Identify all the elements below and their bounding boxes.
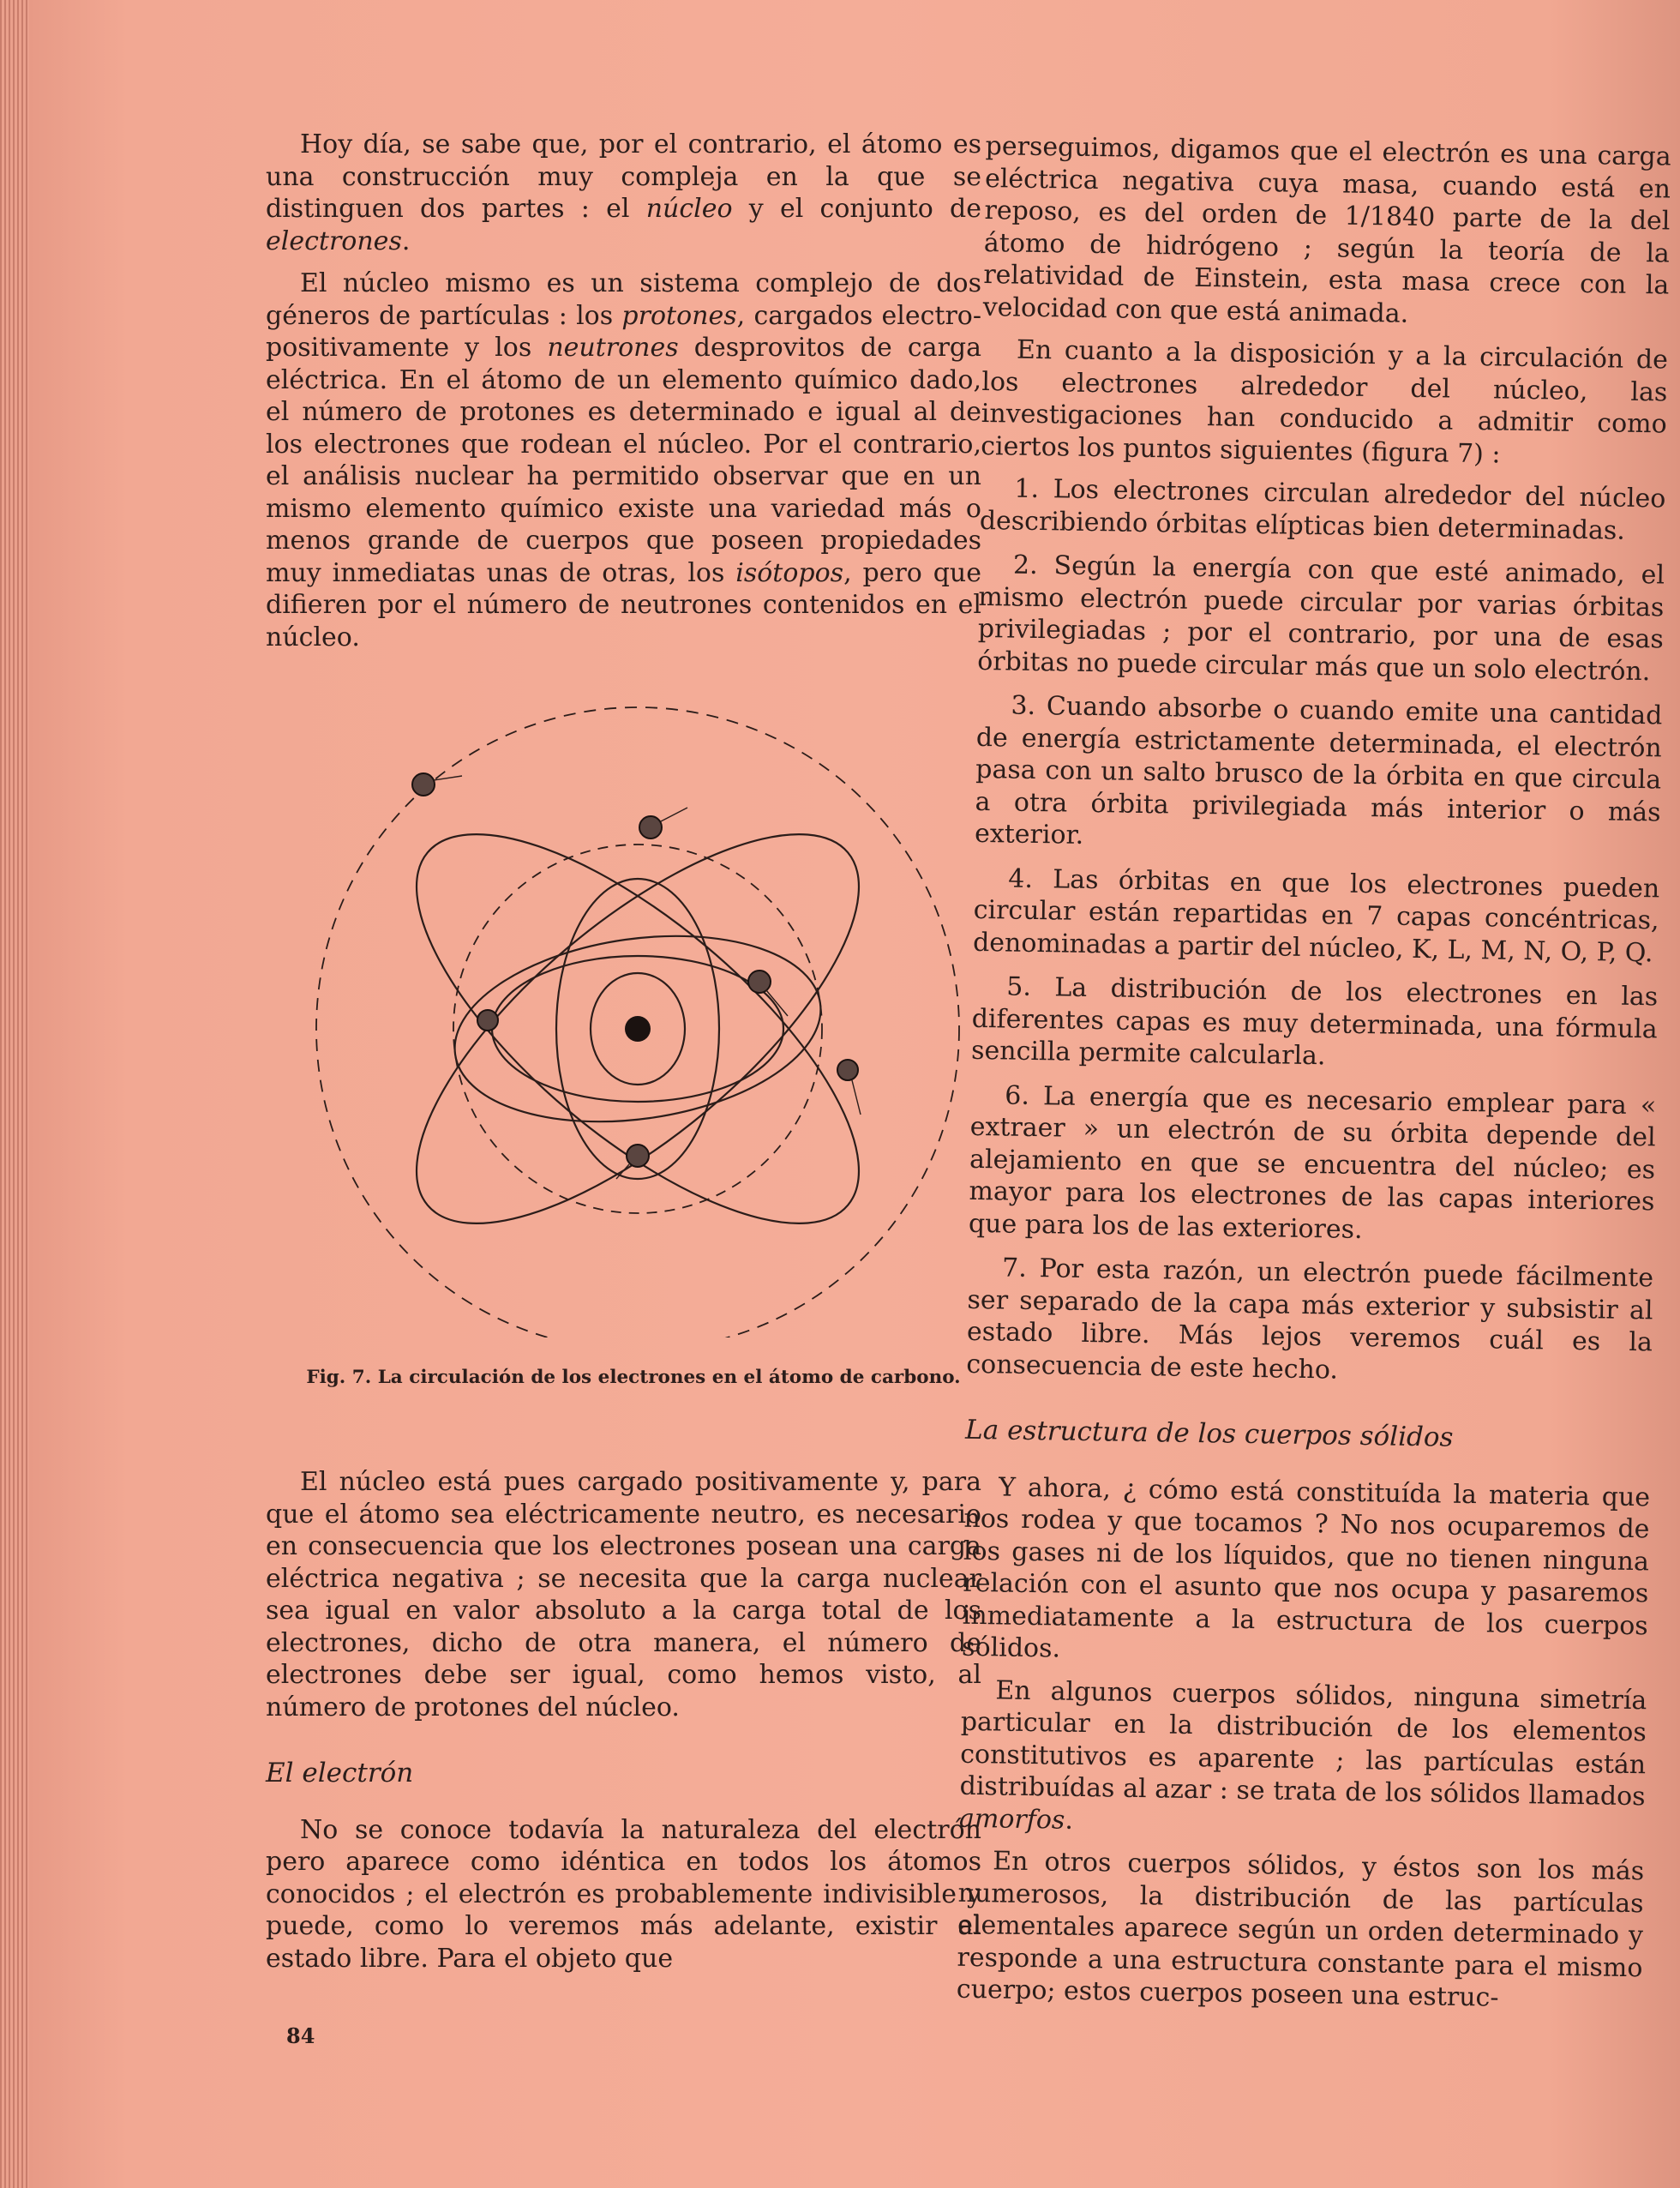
list-item: 5. La distribución de los electrones en las diferentes capas es muy determinada, una fórmula sencilla permite calcularla. xyxy=(970,971,1659,1072)
list-item: 4. Las órbitas en que los electrones pueden circular están repartidas en 7 capas concéntricas, denominadas a partir del núcleo, K, L, M, N, O, P, Q. xyxy=(972,863,1660,968)
list-item: 1. Los electrones circulan alrededor del núcleo describiendo órbitas elípticas bien determinadas. xyxy=(979,473,1666,546)
paragraph-crystalline: En otros cuerpos sólidos, y éstos son los más numerosos, la distribución de las partículas elementales aparece según un orden determinado y responde a una estructura constante para el mismo cuerpo; estos cuerpos poseen una estruc- xyxy=(956,1846,1645,2013)
paragraph-matter: Y ahora, ¿ cómo está constituída la materia que nos rodea y que tocamos ? No nos ocuparemos de los gases ni de los líquidos, que no tienen ninguna relación con el asunto que nos ocupa y pasaremos inmediatamente a la estructura de los cuerpos sólidos. xyxy=(961,1471,1651,1664)
nucleus xyxy=(625,1016,651,1042)
term-neutrones: neutrones xyxy=(547,333,679,363)
book-page xyxy=(29,0,1680,2188)
section-heading-solids: La estructura de los cuerpos sólidos xyxy=(964,1414,1454,1453)
term-electrones: electrones xyxy=(266,225,402,256)
right-column xyxy=(956,130,1671,2027)
carbon-atom-figure xyxy=(286,686,989,1337)
atom-diagram xyxy=(286,686,989,1337)
motion-trail-4 xyxy=(852,1080,861,1115)
paragraph-nucleus: El núcleo mismo es un sistema complejo de dos géneros de partículas : los protones, cargados electro-positivamente y los neutrones desprovitos de carga eléctrica. En el átomo de un elemento químico dado, el número de protones es determinado e igual al de los electrones que rodean el núcleo. Por el contrario, el análisis nuclear ha permitido observar que en un mismo elemento químico existe una variedad más o menos grande de cuerpos que poseen propiedades muy inmediatas unas de otras, los isótopos, pero que difieren por el número de neutrones contenidos en el núcleo. xyxy=(266,268,981,652)
motion-trail-3 xyxy=(766,990,788,1016)
paragraph-charge: El núcleo está pues cargado positivamente y, para que el átomo sea eléctricamente neutro, es necesario en consecuencia que los electrones posean una carga eléctrica negativa ; se necesita que la carga nuclear sea igual en valor absoluto a la carga total de los electrones, dicho de otra manera, el número de electrones debe ser igual, como hemos visto, al número de protones del núcleo. xyxy=(266,1467,981,1722)
left-column-bottom xyxy=(266,1466,981,1985)
list-item: 3. Cuando absorbe o cuando emite una cantidad de energía estrictamente determinada, el electrón pasa con un salto brusco de la órbita en que circula a otra órbita privilegiada más interior o más exterior. xyxy=(974,690,1663,851)
electron-4 xyxy=(748,971,771,993)
paragraph-electron-mass: perseguimos, digamos que el electrón es una carga eléctrica negativa cuya masa, cuando está en reposo, es del orden de 1/1840 parte de la del átomo de hidrógeno ; según la teoría de la relatividad de Einstein, esta masa crece con la velocidad con que está animada. xyxy=(982,130,1671,329)
electron-2 xyxy=(639,816,662,839)
electron-6 xyxy=(627,1145,649,1167)
term-nucleo: núcleo xyxy=(645,194,733,224)
term-isotopos: isótopos xyxy=(735,557,844,588)
electron-3 xyxy=(477,1010,498,1031)
motion-trail-2 xyxy=(661,808,687,821)
paragraph-amorphous: En algunos cuerpos sólidos, ninguna simetría particular en la distribución de los elementos constitutivos es aparente ; las partículas están distribuídas al azar : se trata de los sólidos llamados amorfos. xyxy=(958,1674,1647,1836)
electron-5 xyxy=(837,1060,858,1080)
list-item: 6. La energía que es necesario emplear para « extraer » un electrón de su órbita depende del alejamiento en que se encuentra del núcleo; es mayor para los electrones de las capas interiores que para los de las exteriores. xyxy=(968,1079,1657,1245)
section-heading-electron: El electrón xyxy=(266,1758,414,1788)
paragraph-atom-structure: Hoy día, se sabe que, por el contrario, el átomo es una construcción muy compleja en la que se distinguen dos partes : el núcleo y el conjunto de electrones. xyxy=(266,129,981,256)
paragraph-electron: No se conoce todavía la naturaleza del electrón pero aparece como idéntica en todos los átomos conocidos ; el electrón es probablemente indivisible y puede, como lo veremos más adelante, existir al estado libre. Para el objeto que xyxy=(266,1814,981,1974)
left-column-top xyxy=(266,129,981,664)
term-amorfos: amorfos xyxy=(958,1803,1065,1836)
figure-caption: Fig. 7. La circulación de los electrones en el átomo de carbono. xyxy=(306,1367,961,1388)
list-item: 7. Por esta razón, un electrón puede fácilmente ser separado de la capa más exterior y subsistir al estado libre. Más lejos veremos cuál es la consecuencia de este hecho. xyxy=(966,1253,1654,1386)
term-protones: protones xyxy=(621,300,737,331)
electron-1 xyxy=(412,773,435,796)
list-item: 2. Según la energía con que esté animado, el mismo electrón puede circular por varias órbitas privilegiadas ; por el contrario, por una de esas órbitas no puede circular más que un solo electrón. xyxy=(977,550,1665,687)
paragraph-disposition: En cuanto a la disposición y a la circulación de los electrones alrededor del núcleo, las investigaciones han conducido a admitir como ciertos los puntos siguientes (figura 7) : xyxy=(980,334,1669,469)
page-number: 84 xyxy=(286,2023,315,2048)
page-edge xyxy=(0,0,29,2188)
